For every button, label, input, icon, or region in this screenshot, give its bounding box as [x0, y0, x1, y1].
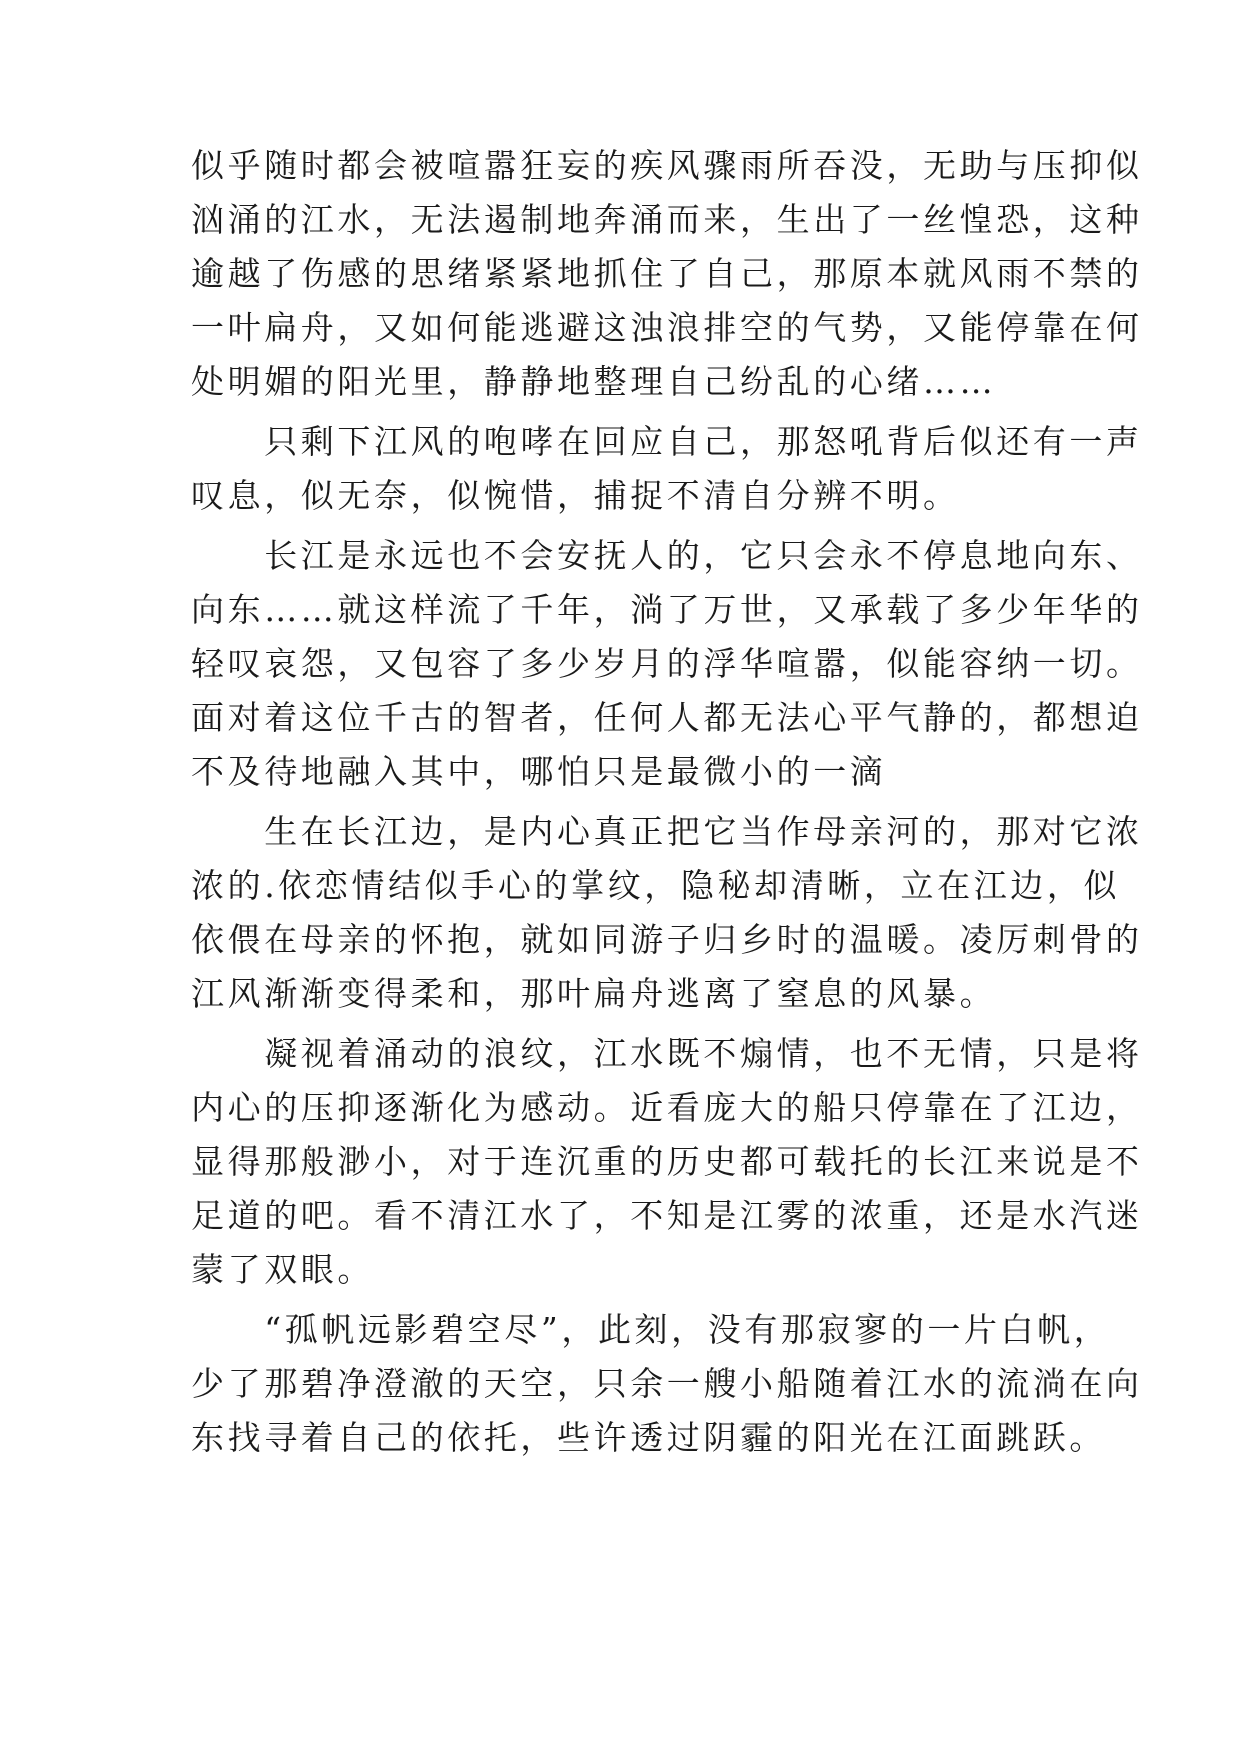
text-line: 轻叹哀怨，又包容了多少岁月的浮华喧嚣，似能容纳一切。 — [191, 644, 1143, 683]
text-line: 浓的.依恋情结似手心的掌纹，隐秘却清晰，立在江边，似 — [191, 866, 1121, 905]
text-line: 依偎在母亲的怀抱，就如同游子归乡时的温暖。凌厉刺骨的 — [191, 920, 1143, 959]
text-line: 显得那般渺小，对于连沉重的历史都可载托的长江来说是不 — [191, 1142, 1143, 1181]
text-line: 汹涌的江水，无法遏制地奔涌而来，生出了一丝惶恐，这种 — [191, 200, 1143, 239]
text-line: “孤帆远影碧空尽”，此刻，没有那寂寥的一片白帆， — [191, 1310, 1111, 1349]
text-line: 逾越了伤感的思绪紧紧地抓住了自己，那原本就风雨不禁的 — [191, 254, 1143, 293]
text-line: 不及待地融入其中，哪怕只是最微小的一滴 — [191, 752, 887, 791]
text-line: 东找寻着自己的依托，些许透过阴霾的阳光在江面跳跃。 — [191, 1418, 1106, 1457]
text-line: 蒙了双眼。 — [191, 1250, 374, 1289]
text-line: 处明媚的阳光里，静静地整理自己纷乱的心绪…… — [191, 362, 997, 401]
text-line: 凝视着涌动的浪纹，江水既不煽情，也不无情，只是将 — [191, 1034, 1143, 1073]
text-line: 向东……就这样流了千年，淌了万世，又承载了多少年华的 — [191, 590, 1143, 629]
text-line: 生在长江边，是内心真正把它当作母亲河的，那对它浓 — [191, 812, 1143, 851]
text-line: 一叶扁舟，又如何能逃避这浊浪排空的气势，又能停靠在何 — [191, 308, 1143, 347]
text-line: 只剩下江风的咆哮在回应自己，那怒吼背后似还有一声 — [191, 422, 1143, 461]
text-line: 少了那碧净澄澈的天空，只余一艘小船随着江水的流淌在向 — [191, 1364, 1143, 1403]
text-line: 长江是永远也不会安抚人的，它只会永不停息地向东、 — [191, 536, 1143, 575]
text-line: 面对着这位千古的智者，任何人都无法心平气静的，都想迫 — [191, 698, 1143, 737]
text-line: 足道的吧。看不清江水了，不知是江雾的浓重，还是水汽迷 — [191, 1196, 1143, 1235]
text-line: 江风渐渐变得柔和，那叶扁舟逃离了窒息的风暴。 — [191, 974, 997, 1013]
text-line: 似乎随时都会被喧嚣狂妄的疾风骤雨所吞没，无助与压抑似 — [191, 146, 1143, 185]
text-line: 叹息，似无奈，似惋惜，捕捉不清自分辨不明。 — [191, 476, 960, 515]
text-line: 内心的压抑逐渐化为感动。近看庞大的船只停靠在了江边， — [191, 1088, 1143, 1127]
